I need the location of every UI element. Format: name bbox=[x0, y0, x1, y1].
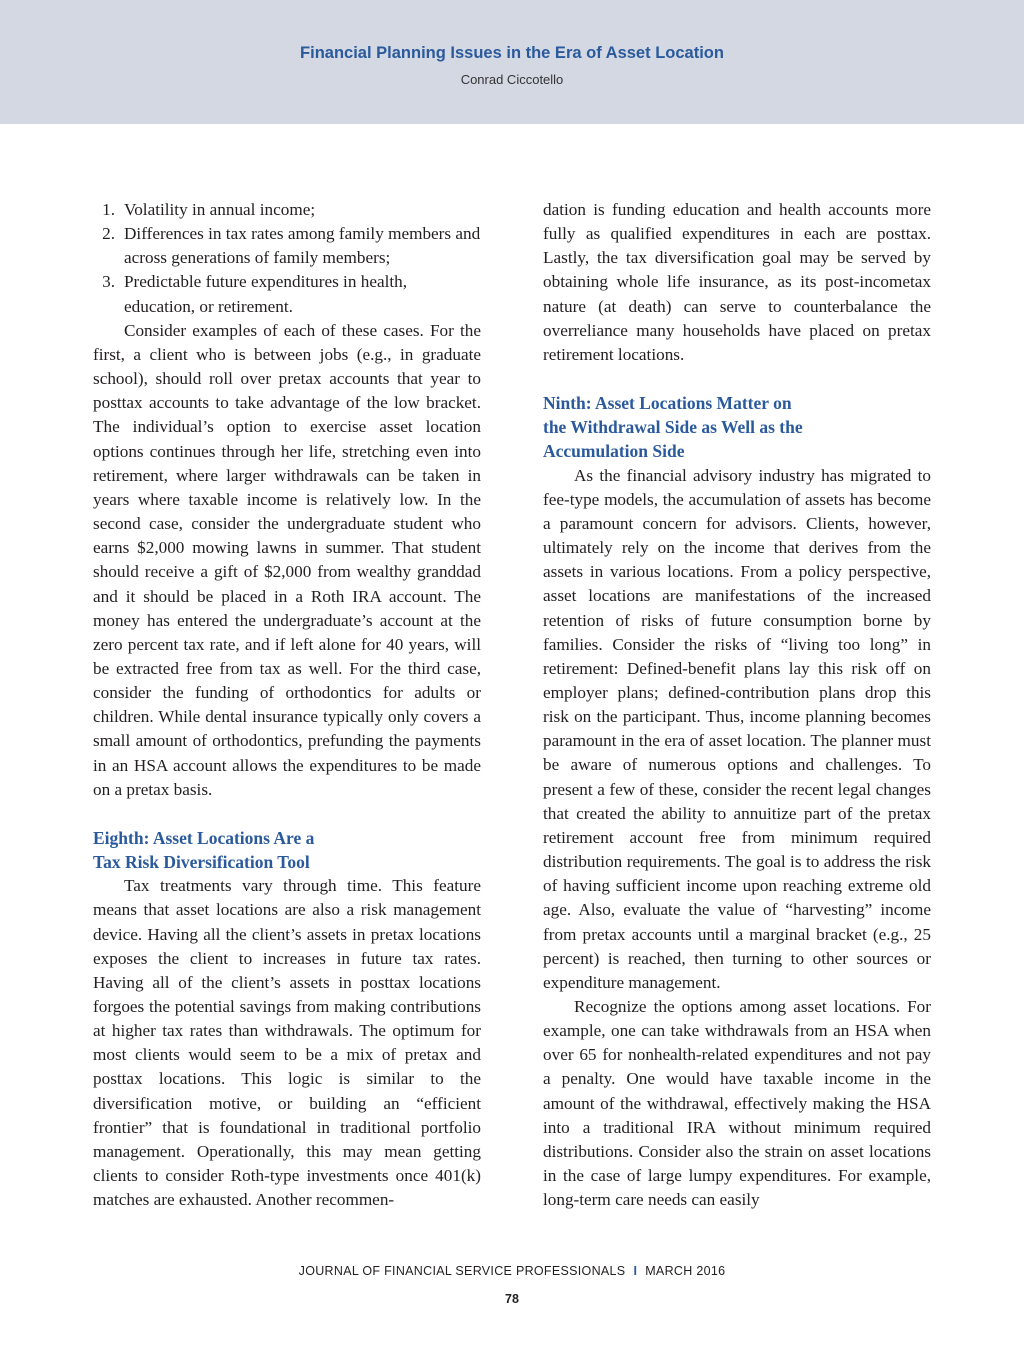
body-paragraph: As the financial advisory industry has migrated to fee-type models, the accumulation of assets has become a paramount concern for advisors. Clients, however, ultimately rely on the income that derives from the assets in various locations. From a policy perspective, asset locations are manifestations of the increased retention of risks of future consumption borne by families. Consider the risks of “living too long” in retirement: Defined-benefit plans lay this risk off on employer plans; defined-contribution plans drop this risk on the participant. Thus, income planning becomes paramount in the era of asset location. The planner must be aware of numerous options and challenges. To present a few of these, consider the recent legal changes that created the ability to annuitize part of the pretax retirement account free from minimum required distribution requirements. The goal is to address the risk of having sufficient income upon reaching extreme old age. Also, evaluate the value of “harvesting” income from pretax accounts until a marginal bracket (e.g., 25 percent) is reached, then turning to other sources or expenditure management. bbox=[543, 465, 931, 992]
page-number: 78 bbox=[505, 1292, 519, 1306]
list-number: 2. bbox=[102, 224, 115, 244]
right-column bbox=[543, 198, 931, 1212]
body-paragraph: Tax treatments vary through time. This feature means that asset locations are also a risk management device. Having all the client’s assets in pretax locations exposes the client to increases in future tax rates. Having all of the client’s assets in posttax locations forgoes the potential savings from making contributions at higher tax rates than withdrawals. The optimum for most clients would seem to be a mix of pretax and posttax locations. This logic is similar to the diversification motive, or building an “efficient frontier” that is foundational in traditional portfolio management. Operationally, this may mean getting clients to consider Roth-type investments once 401(k) matches are exhausted. Another recommen- bbox=[93, 876, 481, 1210]
heading-line: Accumulation Side bbox=[543, 441, 685, 462]
article-title: Financial Planning Issues in the Era of Asset Location bbox=[300, 44, 724, 62]
page-footer bbox=[0, 1264, 1024, 1278]
article-author: Conrad Ciccotello bbox=[460, 72, 564, 87]
journal-name: JOURNAL OF FINANCIAL SERVICE PROFESSIONALS bbox=[298, 1264, 626, 1278]
heading-line: Eighth: Asset Locations Are a bbox=[93, 827, 315, 848]
body-paragraph: Recognize the options among asset locations. For example, one can take withdrawals from an HSA when over 65 for nonhealth-related expenditures and not pay a penalty. One would have taxable income in the amount of the withdrawal, effectively making the HSA into a traditional IRA without minimum required distributions. Consider also the strain on asset locations in the case of large lumpy expenditures. For example, long-term care needs can easily bbox=[543, 997, 931, 1210]
numbered-list bbox=[93, 198, 481, 319]
footer-separator: I bbox=[633, 1264, 638, 1278]
list-item bbox=[93, 198, 481, 222]
list-item bbox=[93, 270, 481, 318]
list-item-text: Predictable future expenditures in health, education, or retirement. bbox=[124, 272, 408, 316]
left-column bbox=[93, 198, 481, 1212]
heading-line: Tax Risk Diversification Tool bbox=[93, 852, 310, 873]
list-number: 1. bbox=[102, 200, 115, 219]
heading-line: the Withdrawal Side as Well as the bbox=[543, 417, 803, 438]
running-header bbox=[0, 0, 1024, 124]
list-item bbox=[93, 222, 481, 270]
body-paragraph: Consider examples of each of these cases. For the first, a client who is between jobs (e.g., in graduate school), should roll over pretax accounts that year to posttax accounts to take advantage of the low bracket. The individual’s option to exercise asset location options continues through her life, stretching even into retirement, where larger withdrawals can be taken in years where taxable income is relatively low. In the second case, consider the undergraduate student who earns $2,000 mowing lawns in summer. That student should receive a gift of $2,000 from wealthy granddad and it should be placed in a Roth IRA account. The money has entered the undergraduate’s account at the zero percent tax rate, and if left alone for 40 years, will be extracted free from tax as well. For the third case, consider the funding of orthodontics for adults or children. While dental insurance typically only covers a small amount of orthodontics, prefunding the payments in an HSA account allows the expenditures to be made on a pretax basis. bbox=[93, 320, 481, 799]
body-paragraph-continued: dation is funding education and health accounts more fully as qualified expenditures in each are posttax. Lastly, the tax diversification goal may be served by obtaining whole life insurance, as its post-incometax nature (at death) can serve to counterbalance the overreliance many households have placed on pretax retirement locations. bbox=[543, 200, 931, 364]
issue-date: MARCH 2016 bbox=[645, 1264, 726, 1278]
section-heading-eighth bbox=[93, 826, 481, 874]
list-item-text: Differences in tax rates among family members and across generations of family members; bbox=[124, 224, 481, 268]
heading-line: Ninth: Asset Locations Matter on bbox=[543, 393, 792, 414]
list-item-text: Volatility in annual income; bbox=[124, 200, 316, 219]
section-heading-ninth bbox=[543, 391, 931, 463]
list-number: 3. bbox=[102, 272, 115, 292]
